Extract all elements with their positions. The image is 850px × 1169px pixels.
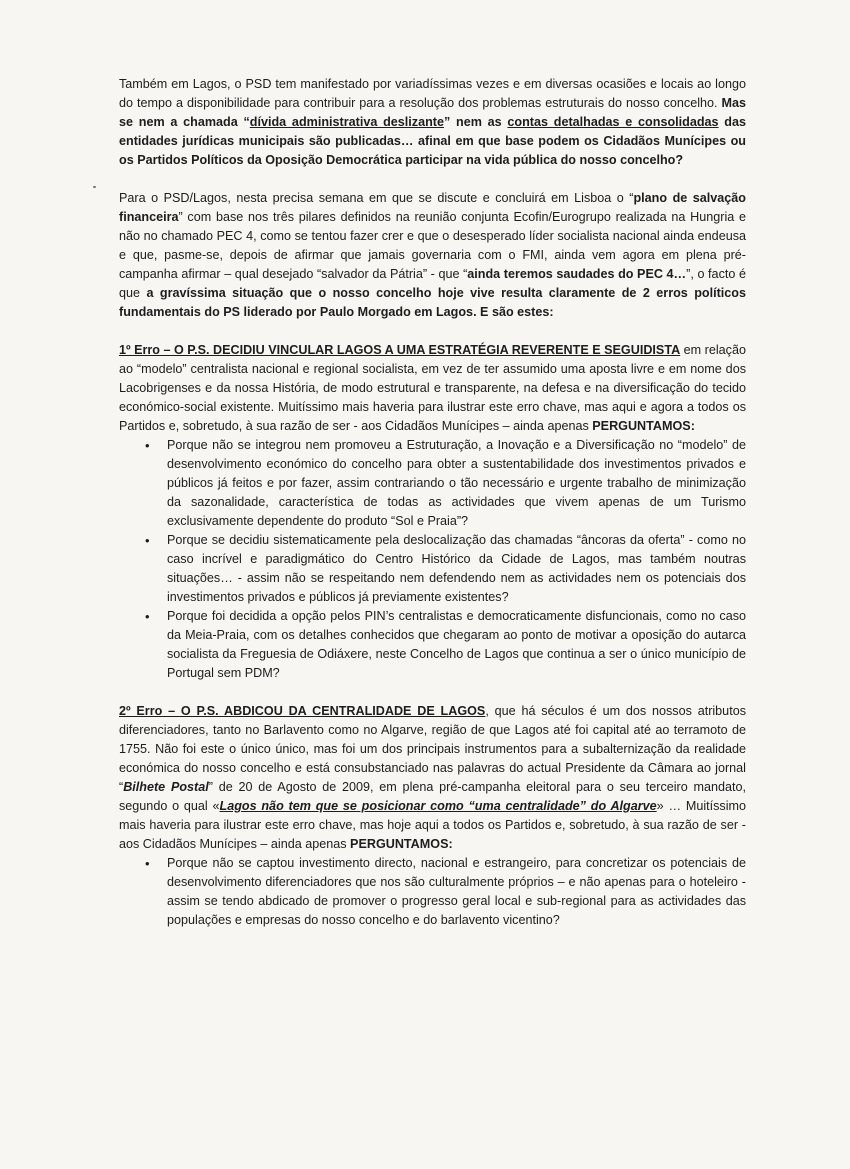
- intro-bold-3: das entidades jurídicas municipais são publicadas… afinal em que base podem os Cidadãos Munícipes ou os Partidos Políticos da Oposição Democrática participar na vida pública do nosso concelho?: [119, 115, 746, 167]
- second-error-ask: PERGUNTAMOS: [350, 837, 449, 851]
- second-error-text-1: , que há séculos é um dos nossos atributos diferenciadores, tanto no Barlavento como no Algarve, região de que Lagos até foi capital até ao terramoto de 1755. Não foi este o único único, mas foi um dos principais instrumentos para a subalternização da realidade económica do nosso concelho e está consubstanciado nas palavras do actual Presidente da Câmara ao jornal “: [119, 704, 746, 794]
- paragraph-second-error: [119, 702, 746, 854]
- intro-underline-debt: dívida administrativa deslizante: [249, 115, 444, 129]
- first-error-heading: 1º Erro – O P.S. DECIDIU VINCULAR LAGOS A UMA ESTRATÉGIA REVERENTE E SEGUIDISTA: [119, 343, 681, 357]
- scan-speck: [93, 186, 96, 188]
- psd-bold-pec: ainda teremos saudades do PEC 4…: [467, 267, 687, 281]
- intro-bold-1: Mas se nem a chamada “: [119, 96, 746, 129]
- second-error-text-2: ” de 20 de Agosto de 2009, em plena pré-campanha eleitoral para o seu terceiro mandato, segundo o qual «: [119, 780, 747, 813]
- second-error-questions: [119, 854, 746, 930]
- list-item: • Porque se decidiu sistematicamente pela deslocalização das chamadas “âncoras da oferta” - como no caso incrível e paradigmático do Centro Histórico da Cidade de Lagos, mas também noutras situações… - assim não se respeitando nem defendendo nem as actividades nem os potenciais dos investimentos privados e públicos já previamente existentes?: [167, 531, 746, 607]
- psd-bold-plan: plano de salvação financeira: [119, 191, 746, 224]
- psd-text-3: ”, o facto é que: [119, 267, 746, 300]
- intro-bold-2: ” nem as: [443, 115, 508, 129]
- journal-name: Bilhete Postal: [123, 780, 209, 794]
- list-item: • Porque não se integrou nem promoveu a Estruturação, a Inovação e a Diversificação no “modelo” de desenvolvimento económico do concelho para obter a sustentabilidade dos investimentos privados e públicos já feitos e por fazer, assim contrariando o tão necessário e urgente trabalho de minimização da sazonalidade, característica de todas as actividades que vivem apenas de um Turismo exclusivamente dependente do produto “Sol e Praia”?: [167, 436, 746, 531]
- first-error-ask: PERGUNTAMOS: [592, 419, 691, 433]
- intro-underline-accounts: contas detalhadas e consolidadas: [507, 115, 719, 129]
- second-error-colon: :: [448, 837, 453, 851]
- intro-text: Também em Lagos, o PSD tem manifestado por variadíssimas vezes e em diversas ocasiões e locais ao longo do tempo a disponibilidade para contribuir para a resolução dos problemas estruturais do nosso concelho.: [119, 77, 746, 110]
- psd-bold-conclusion: a gravíssima situação que o nosso concelho hoje vive resulta claramente de 2 erros políticos fundamentais do PS liderado por Paulo Morgado em Lagos. E são estes:: [119, 286, 747, 319]
- psd-text-2: ” com base nos três pilares definidos na reunião conjunta Ecofin/Eurogrupo realizada na Hungria e não no chamado PEC 4, como se tentou fazer crer e que o desesperado líder socialista nacional ainda endeusa e que, pasme-se, depois de afirmar que jamais governaria com o FMI, ainda vem agora em plena pré-campanha afirmar – qual desejado “salvador da Pátria” - que “: [119, 210, 746, 281]
- first-error-text: em relação ao “modelo” centralista nacional e regional socialista, em vez de ter assumido uma aposta livre e em nome dos Lacobrigenses e da nossa História, de modo estrutural e transparente, na defesa e na diversificação do tecido económico-social existente. Muitíssimo mais haveria para ilustrar este erro chave, mas aqui e agora a todos os Partidos e, sobretudo, à sua razão de ser - aos Cidadãos Munícipes – ainda apenas: [119, 343, 746, 433]
- second-error-text-3: » … Muitíssimo mais haveria para ilustrar este erro chave, mas hoje aqui a todos os Partidos e, sobretudo, à sua razão de ser - aos Cidadãos Munícipes – ainda apenas: [119, 799, 747, 851]
- list-item: • Porque foi decidida a opção pelos PIN’s centralistas e democraticamente disfuncionais, como no caso da Meia-Praia, com os detalhes conhecidos que chegaram ao ponto de motivar a oposição do autarca socialista da Freguesia de Odiáxere, neste Concelho de Lagos que continua a ser o único município de Portugal sem PDM?: [167, 607, 746, 683]
- paragraph-first-error: [119, 341, 746, 436]
- first-error-colon: :: [690, 419, 695, 433]
- psd-text-1: Para o PSD/Lagos, nesta precisa semana em que se discute e concluirá em Lisboa o “: [119, 191, 634, 205]
- paragraph-intro: [119, 75, 746, 170]
- second-error-heading: 2º Erro – O P.S. ABDICOU DA CENTRALIDADE DE LAGOS: [119, 704, 486, 718]
- first-error-questions: [119, 436, 746, 683]
- list-item: • Porque não se captou investimento directo, nacional e estrangeiro, para concretizar os potenciais de desenvolvimento diferenciadores que nos são culturalmente próprios – e não apenas para o hoteleiro - assim se tendo abdicado de promover o progresso geral local e sub-regional para as actividades das populações e empresas do nosso concelho e do barlavento vicentino?: [167, 854, 746, 930]
- paragraph-psd-lagos: [119, 189, 746, 322]
- president-quote: Lagos não tem que se posicionar como “uma centralidade” do Algarve: [219, 799, 657, 813]
